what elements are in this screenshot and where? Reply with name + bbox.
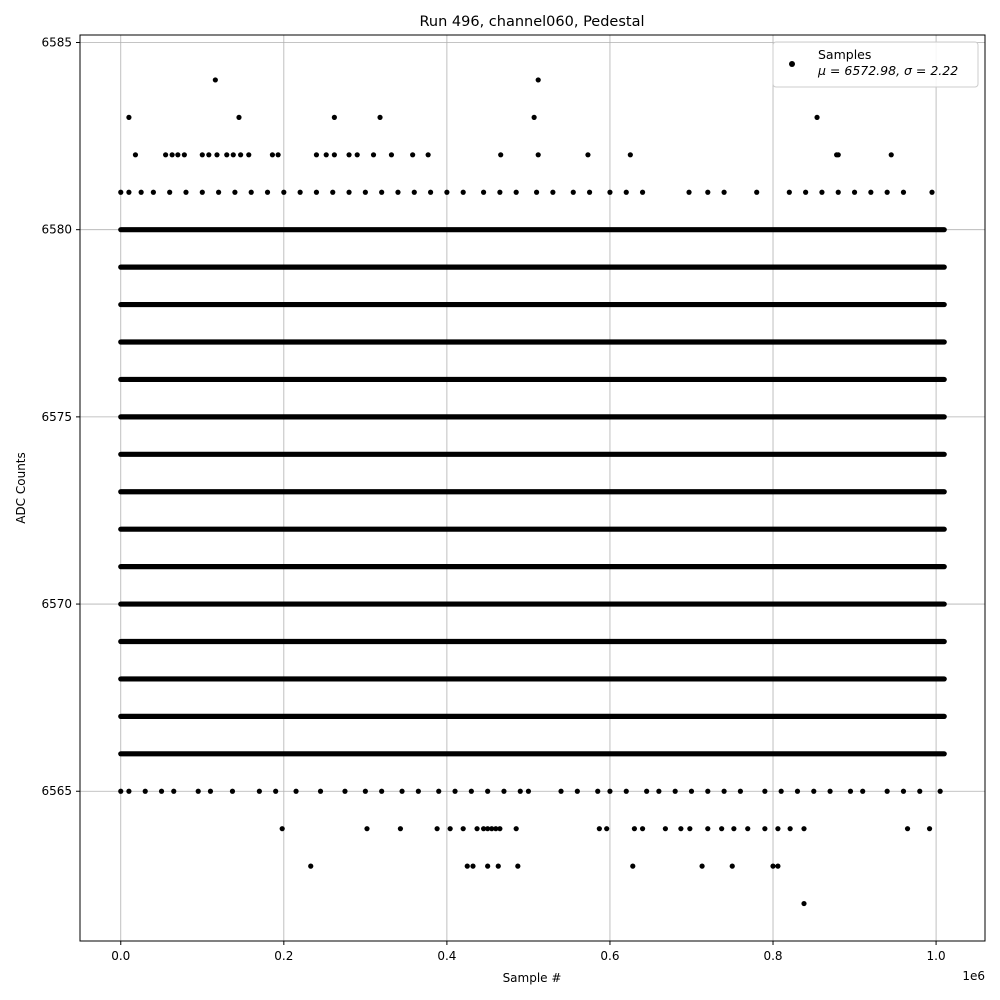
- sample-point: [762, 789, 767, 794]
- sample-point: [550, 190, 555, 195]
- sample-point: [514, 190, 519, 195]
- sample-point: [332, 152, 337, 157]
- sample-point: [346, 190, 351, 195]
- sample-point: [206, 152, 211, 157]
- sample-point: [889, 152, 894, 157]
- sample-point: [308, 864, 313, 869]
- sample-point: [281, 190, 286, 195]
- sample-point: [171, 789, 176, 794]
- sample-point: [597, 826, 602, 831]
- sample-point: [118, 190, 123, 195]
- sample-point: [526, 789, 531, 794]
- sample-point: [811, 789, 816, 794]
- legend-marker: [789, 61, 795, 67]
- sample-point: [416, 789, 421, 794]
- x-tick-label: 1.0: [926, 949, 946, 963]
- sample-point: [428, 190, 433, 195]
- sample-point: [399, 789, 404, 794]
- sample-point: [731, 826, 736, 831]
- sample-point: [342, 789, 347, 794]
- sample-point: [469, 789, 474, 794]
- sample-point: [917, 789, 922, 794]
- sample-point: [371, 152, 376, 157]
- sample-point: [175, 152, 180, 157]
- sample-point: [745, 826, 750, 831]
- sample-point: [363, 190, 368, 195]
- sample-point: [332, 115, 337, 120]
- sample-point: [435, 826, 440, 831]
- x-tick-label: 0.6: [600, 949, 620, 963]
- sample-point: [719, 826, 724, 831]
- sample-point: [133, 152, 138, 157]
- sample-point: [426, 152, 431, 157]
- sample-point: [775, 826, 780, 831]
- sample-point: [558, 789, 563, 794]
- sample-point: [705, 789, 710, 794]
- sample-point: [452, 789, 457, 794]
- sample-point: [827, 789, 832, 794]
- sample-point: [163, 152, 168, 157]
- sample-point: [298, 190, 303, 195]
- y-tick-label: 6565: [41, 784, 72, 799]
- sample-point: [485, 864, 490, 869]
- sample-point: [738, 789, 743, 794]
- sample-point: [232, 190, 237, 195]
- sample-point: [330, 190, 335, 195]
- sample-point: [249, 190, 254, 195]
- sample-point: [628, 152, 633, 157]
- sample-point: [412, 190, 417, 195]
- sample-point: [200, 152, 205, 157]
- sample-point: [224, 152, 229, 157]
- x-tick-label: 0.4: [437, 949, 457, 963]
- x-tick-label: 0.0: [111, 949, 131, 963]
- sample-point: [389, 152, 394, 157]
- sample-point: [885, 789, 890, 794]
- sample-point: [644, 789, 649, 794]
- sample-point: [868, 190, 873, 195]
- sample-point: [231, 152, 236, 157]
- sample-point: [836, 190, 841, 195]
- sample-point: [273, 789, 278, 794]
- sample-point: [496, 864, 501, 869]
- sample-point: [448, 826, 453, 831]
- sample-point: [607, 190, 612, 195]
- sample-point: [470, 864, 475, 869]
- sample-point: [126, 115, 131, 120]
- sample-point: [363, 789, 368, 794]
- sample-point: [814, 115, 819, 120]
- sample-point: [214, 152, 219, 157]
- sample-point: [905, 826, 910, 831]
- sample-point: [885, 190, 890, 195]
- y-tick-label: 6570: [41, 597, 72, 612]
- sample-point: [788, 826, 793, 831]
- sample-point: [721, 789, 726, 794]
- y-tick-label: 6580: [41, 222, 72, 237]
- sample-point: [754, 190, 759, 195]
- sample-point: [200, 190, 205, 195]
- sample-point: [852, 190, 857, 195]
- sample-point: [395, 190, 400, 195]
- sample-point: [518, 789, 523, 794]
- sample-point: [686, 190, 691, 195]
- sample-point: [364, 826, 369, 831]
- sample-point: [196, 789, 201, 794]
- sample-point: [575, 789, 580, 794]
- sample-point: [230, 789, 235, 794]
- sample-point: [324, 152, 329, 157]
- sample-point: [689, 789, 694, 794]
- sample-point: [126, 190, 131, 195]
- sample-point: [860, 789, 865, 794]
- sample-point: [167, 190, 172, 195]
- sample-point: [280, 826, 285, 831]
- y-tick-label: 6585: [41, 35, 72, 50]
- legend-stats: μ = 6572.98, σ = 2.22: [818, 63, 959, 78]
- sample-point: [663, 826, 668, 831]
- y-axis-title: ADC Counts: [14, 452, 28, 524]
- sample-point: [461, 190, 466, 195]
- legend-label: Samples: [818, 47, 872, 62]
- sample-point: [927, 826, 932, 831]
- sample-point: [901, 190, 906, 195]
- sample-point: [410, 152, 415, 157]
- sample-point: [673, 789, 678, 794]
- x-tick-label: 0.2: [274, 949, 294, 963]
- sample-point: [293, 789, 298, 794]
- y-tick-label: 6575: [41, 409, 72, 424]
- sample-point: [257, 789, 262, 794]
- sample-point: [929, 190, 934, 195]
- sample-point: [819, 190, 824, 195]
- sample-point: [318, 789, 323, 794]
- sample-point: [515, 864, 520, 869]
- sample-point: [474, 826, 479, 831]
- sample-point: [276, 152, 281, 157]
- sample-point: [762, 826, 767, 831]
- sample-point: [481, 190, 486, 195]
- sample-point: [721, 190, 726, 195]
- sample-point: [314, 190, 319, 195]
- sample-point: [355, 152, 360, 157]
- sample-point: [182, 152, 187, 157]
- sample-point: [705, 826, 710, 831]
- sample-point: [534, 190, 539, 195]
- sample-point: [497, 826, 502, 831]
- sample-point: [536, 77, 541, 82]
- sample-point: [803, 190, 808, 195]
- sample-point: [801, 826, 806, 831]
- sample-point: [183, 190, 188, 195]
- sample-point: [687, 826, 692, 831]
- sample-point: [236, 115, 241, 120]
- sample-point: [571, 190, 576, 195]
- legend: [773, 42, 978, 87]
- sample-point: [461, 826, 466, 831]
- sample-point: [848, 789, 853, 794]
- sample-point: [770, 864, 775, 869]
- sample-point: [126, 789, 131, 794]
- sample-point: [836, 152, 841, 157]
- sample-point: [514, 826, 519, 831]
- sample-point: [901, 789, 906, 794]
- sample-point: [587, 190, 592, 195]
- sample-point: [151, 190, 156, 195]
- sample-point: [143, 789, 148, 794]
- sample-point: [801, 901, 806, 906]
- x-axis-multiplier: 1e6: [962, 969, 985, 983]
- sample-point: [213, 77, 218, 82]
- sample-point: [208, 789, 213, 794]
- sample-point: [314, 152, 319, 157]
- sample-point: [607, 789, 612, 794]
- sample-point: [678, 826, 683, 831]
- sample-point: [604, 826, 609, 831]
- sample-point: [640, 826, 645, 831]
- sample-point: [436, 789, 441, 794]
- sample-point: [630, 864, 635, 869]
- x-axis-title: Sample #: [502, 971, 562, 985]
- sample-point: [624, 190, 629, 195]
- sample-point: [938, 789, 943, 794]
- sample-point: [485, 789, 490, 794]
- sample-point: [379, 190, 384, 195]
- sample-point: [170, 152, 175, 157]
- sample-point: [118, 789, 123, 794]
- sample-point: [640, 190, 645, 195]
- sample-point: [379, 789, 384, 794]
- sample-point: [656, 789, 661, 794]
- sample-point: [238, 152, 243, 157]
- sample-point: [216, 190, 221, 195]
- sample-point: [699, 864, 704, 869]
- sample-point: [624, 789, 629, 794]
- sample-point: [159, 789, 164, 794]
- sample-point: [465, 864, 470, 869]
- sample-point: [497, 190, 502, 195]
- sample-point: [787, 190, 792, 195]
- sample-point: [346, 152, 351, 157]
- sample-point: [139, 190, 144, 195]
- sample-point: [585, 152, 590, 157]
- sample-point: [270, 152, 275, 157]
- sample-point: [398, 826, 403, 831]
- sample-point: [444, 190, 449, 195]
- sample-point: [795, 789, 800, 794]
- sample-point: [246, 152, 251, 157]
- sample-point: [501, 789, 506, 794]
- sample-point: [536, 152, 541, 157]
- sample-point: [730, 864, 735, 869]
- x-tick-label: 0.8: [763, 949, 783, 963]
- sample-point: [705, 190, 710, 195]
- sample-point: [632, 826, 637, 831]
- sample-point: [532, 115, 537, 120]
- sample-point: [498, 152, 503, 157]
- chart-title: Run 496, channel060, Pedestal: [419, 14, 645, 30]
- sample-point: [377, 115, 382, 120]
- sample-point: [779, 789, 784, 794]
- sample-point: [595, 789, 600, 794]
- sample-point: [775, 864, 780, 869]
- sample-point: [265, 190, 270, 195]
